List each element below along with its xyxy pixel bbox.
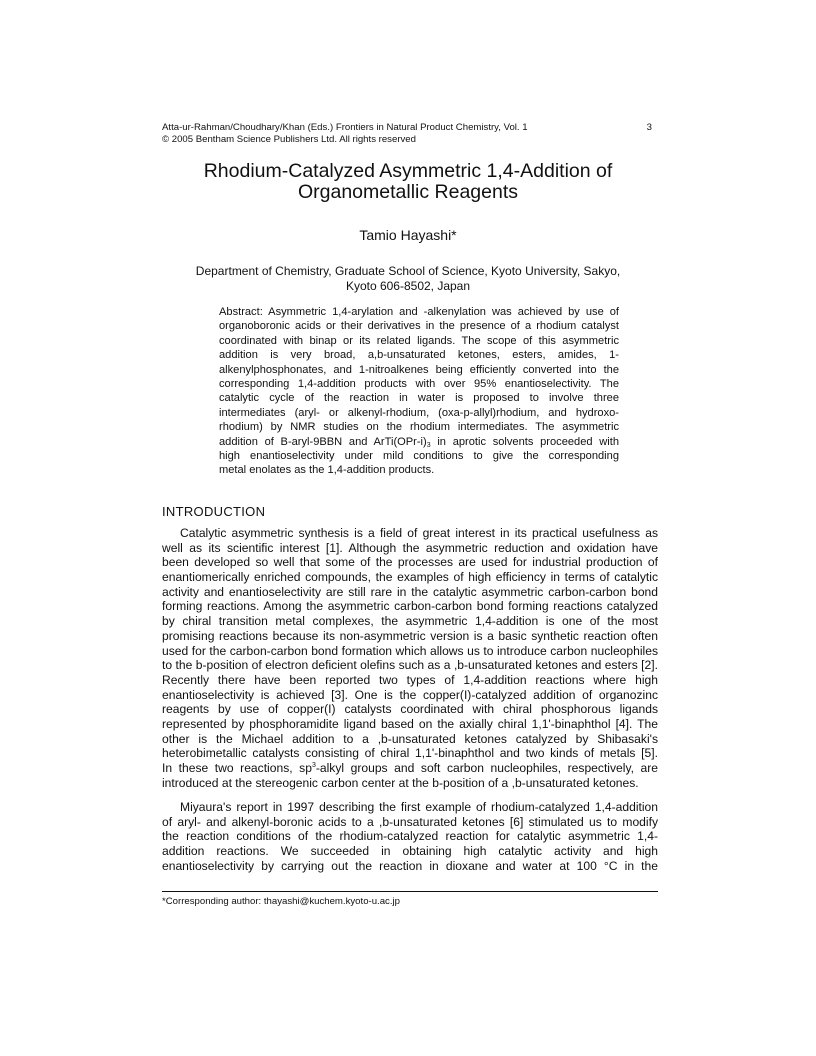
text-segment: 3 bbox=[311, 762, 316, 769]
text-line: addition is very broad, a,b-unsaturated ketones, esters, amides, 1- bbox=[219, 349, 619, 362]
footnote-divider bbox=[162, 891, 658, 892]
text-segment: -alkyl groups and soft carbon nucleophiles, respectively, are bbox=[315, 761, 658, 775]
text-line: enantioselectivity is achieved [3]. One is the copper(I)-catalyzed addition of organozinc bbox=[162, 687, 658, 702]
running-header bbox=[162, 122, 658, 146]
paragraph-1 bbox=[162, 526, 658, 790]
text-segment: in aprotic solvents proceeded with bbox=[430, 435, 619, 448]
text-line: activity and enantioselectivity are still rare in the catalytic asymmetric carbon-carbon bond bbox=[162, 584, 658, 599]
text-line: reagents by use of copper(I) catalysts coordinated with chiral phosphorous ligands bbox=[162, 702, 658, 717]
text-line bbox=[162, 761, 658, 776]
text-line: used for the carbon-carbon bond formation which allows us to introduce carbon nucleophiles bbox=[162, 643, 658, 658]
header-citation: Atta-ur-Rahman/Choudhary/Khan (Eds.) Frontiers in Natural Product Chemistry, Vol. 1 bbox=[162, 122, 528, 133]
text-line: to the b-position of electron deficient olefins such as a ,b-unsaturated ketones and esters [2]. bbox=[162, 658, 658, 673]
text-line: addition reactions. We succeeded in obtaining high catalytic activity and high bbox=[162, 844, 658, 859]
text-line bbox=[219, 435, 619, 449]
affiliation-line: Kyoto 606-8502, Japan bbox=[345, 279, 471, 293]
text-line: Miyaura's report in 1997 describing the first example of rhodium-catalyzed 1,4-addition bbox=[180, 800, 658, 814]
text-line: organoboronic acids or their derivatives in the presence of a rhodium catalyst bbox=[219, 320, 619, 333]
text-line: other is the Michael addition to a ,b-unsaturated ketones catalyzed by Shibasaki's bbox=[162, 731, 658, 746]
section-heading-introduction: INTRODUCTION bbox=[162, 504, 266, 519]
title-line: Organometallic Reagents bbox=[297, 180, 519, 203]
text-line: represented by phosphoramidite ligand based on the axially chiral 1,1'-binaphthol [4]. The bbox=[162, 716, 658, 731]
text-line: enantiomerically enriched compounds, the examples of high efficiency in terms of catalytic bbox=[162, 570, 658, 585]
text-line: corresponding 1,4-addition products with over 95% enantioselectivity. The bbox=[219, 377, 619, 390]
text-line: rhodium) by NMR studies on the rhodium intermediates. The asymmetric bbox=[219, 421, 619, 434]
text-line: introduced at the stereogenic carbon center at the b-position of a ,b-unsaturated ketones. bbox=[162, 775, 639, 790]
affiliation-line: Department of Chemistry, Graduate School of Science, Kyoto University, Sakyo, bbox=[195, 264, 621, 278]
title-line: Rhodium-Catalyzed Asymmetric 1,4-Addition of bbox=[203, 160, 613, 182]
page-number: 3 bbox=[646, 122, 652, 133]
text-line: been developed so well that some of the processes are used for industrial production of bbox=[162, 555, 658, 570]
header-copyright: © 2005 Bentham Science Publishers Ltd. All rights reserved bbox=[162, 134, 416, 145]
text-segment: In these two reactions, sp bbox=[162, 761, 312, 775]
text-line: metal enolates as the 1,4-addition products. bbox=[219, 464, 435, 477]
abstract bbox=[219, 305, 619, 478]
text-line: coordinated with binap or its related ligands. The scope of this asymmetric bbox=[219, 334, 619, 347]
text-segment: 3 bbox=[426, 441, 431, 449]
footnote: *Corresponding author: thayashi@kuchem.kyoto-u.ac.jp bbox=[162, 896, 400, 907]
text-line: high enantioselectivity under mild conditions to give the corresponding bbox=[219, 449, 619, 462]
text-line: forming reactions. Among the asymmetric carbon-carbon bond forming reactions catalyzed bbox=[162, 599, 658, 614]
author: Tamio Hayashi* bbox=[359, 227, 457, 243]
affiliation bbox=[100, 264, 716, 294]
paragraph-2 bbox=[162, 800, 658, 873]
text-line: intermediates (aryl- or alkenyl-rhodium, (oxa-p-allyl)rhodium, and hydroxo- bbox=[219, 406, 619, 419]
text-segment: addition of B-aryl-9BBN and ArTi(OPr-i) bbox=[219, 435, 427, 448]
text-line: well as its scientific interest [1]. Although the asymmetric reduction and oxidation have bbox=[162, 540, 658, 555]
text-line: of aryl- and alkenyl-boronic acids to a ,b-unsaturated ketones [6] stimulated us to modify bbox=[162, 814, 658, 829]
text-line: by chiral transition metal complexes, the asymmetric 1,4-addition is one of the most bbox=[162, 614, 658, 629]
text-line: alkenylphosphonates, and 1-nitroalkenes being efficiently converted into the bbox=[219, 363, 619, 376]
text-line: Abstract: Asymmetric 1,4-arylation and -alkenylation was achieved by use of bbox=[219, 306, 619, 318]
text-line: Recently there have been reported two types of 1,4-addition reactions where high bbox=[162, 672, 658, 687]
text-line: the reaction conditions of the rhodium-catalyzed reaction for catalytic asymmetric 1,4- bbox=[162, 829, 658, 844]
text-line: catalytic cycle of the reaction in water is proposed to involve three bbox=[219, 392, 619, 405]
text-line: Catalytic asymmetric synthesis is a field of great interest in its practical usefulness as bbox=[180, 526, 658, 540]
text-line: enantioselectivity by carrying out the reaction in dioxane and water at 100 °C in the bbox=[162, 858, 658, 873]
paper-title bbox=[100, 161, 716, 202]
text-line: promising reactions because its non-asymmetric version is a basic synthetic reaction often bbox=[162, 628, 658, 643]
text-line: heterobimetallic catalysts consisting of chiral 1,1'-binaphthol and two kinds of metals [5]. bbox=[162, 746, 658, 761]
